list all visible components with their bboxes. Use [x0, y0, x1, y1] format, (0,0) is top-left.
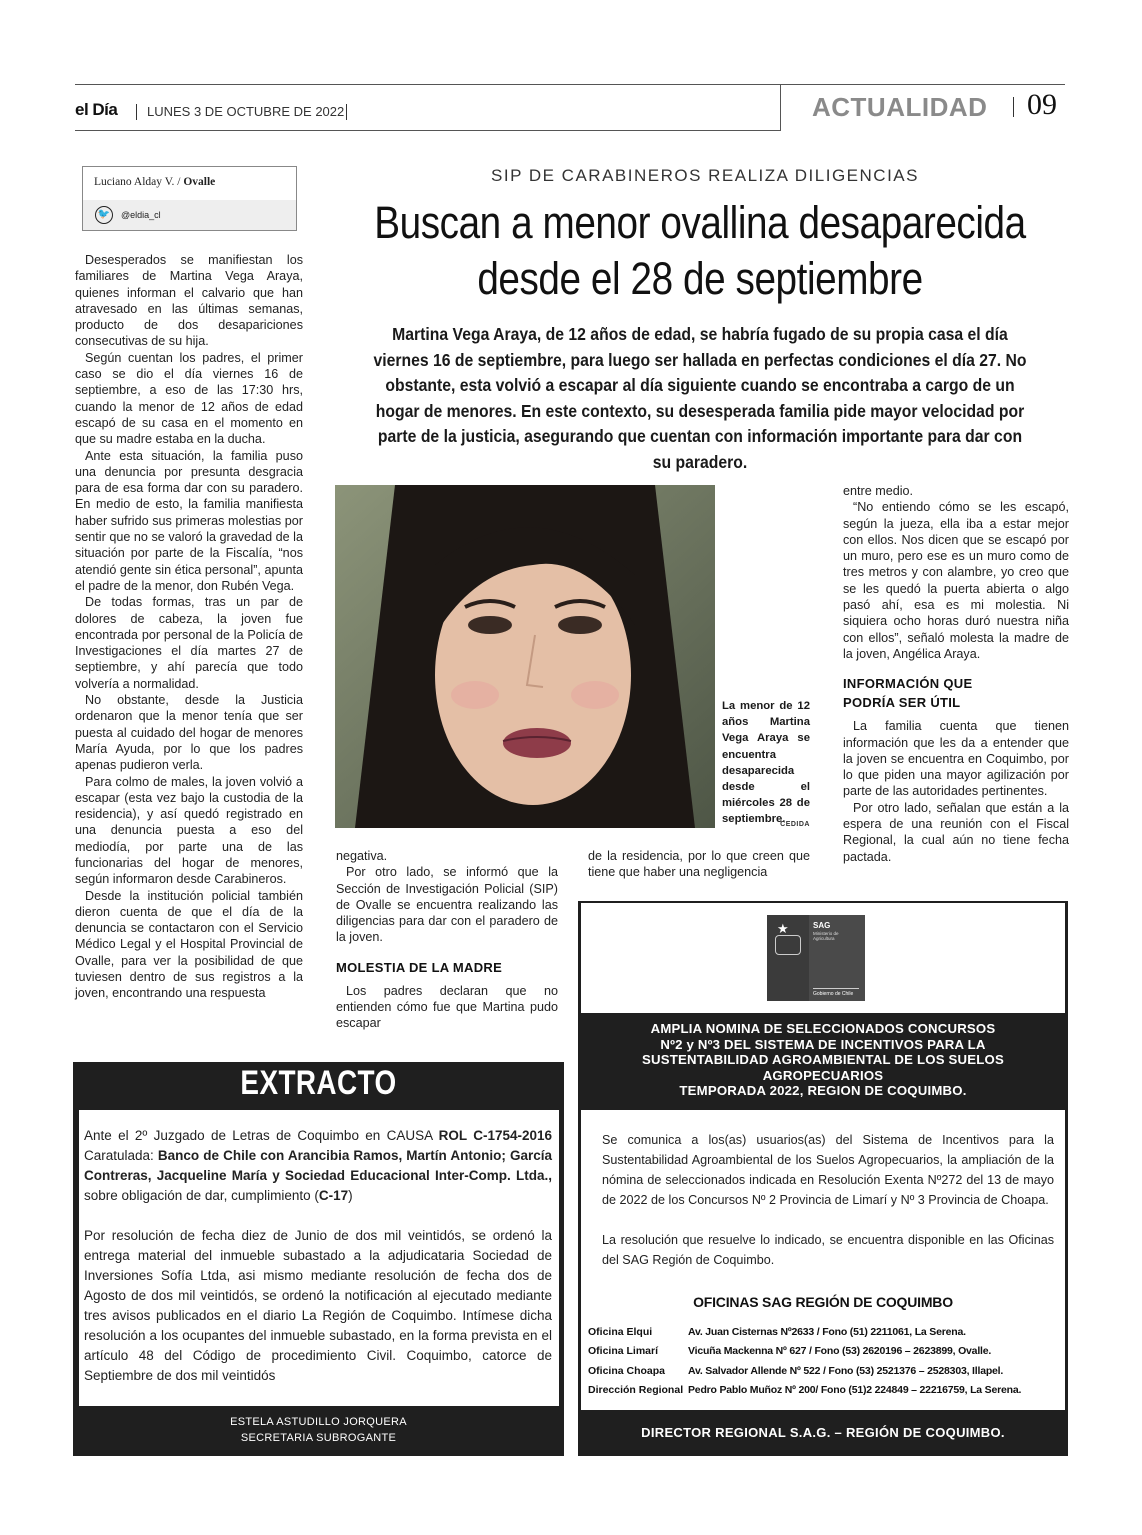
paragraph: Para colmo de males, la joven volvió a escapar (esta vez bajo la custodia de la residencia), y así quedó registrado en una denuncia puesta a eso del mediodía, por parte una de las funcionarias del hogar de menores, según informaron desde Carabineros. — [75, 774, 303, 887]
paragraph: Por otro lado, se informó que la Sección de Investigación Policial (SIP) de Ovalle se encuentra realizando las diligencias para dar con el paradero de la joven. — [336, 865, 558, 945]
header-divider — [780, 84, 781, 131]
section-name: ACTUALIDAD — [812, 92, 988, 122]
article-column-3 — [588, 848, 810, 881]
header-bottom-rule — [75, 130, 780, 131]
twitter-handle[interactable]: @eldia_cl — [121, 210, 161, 220]
photo-caption: La menor de 12 años Martina Vega Araya se encuentra desaparecida desde el miércoles 28 de septiembre. — [722, 700, 810, 826]
paragraph: “No entiendo cómo se les escapó, según la jueza, ella iba a estar mejor con ellos. Nos dicen que se escapó por un muro, pero ese es un muro como de tres metros y con alambre, yo creo que se les quedó la puerta abierta o algo pasó ahí, esa es mi molestia. Ni siquiera ocho horas duró nuestra niña con ellos”, señaló molesta la madre de la joven, Angélica Araya. — [843, 500, 1069, 661]
sag-heading: AMPLIA NOMINA DE SELECCIONADOS CONCURSOS Nº2 y Nº3 DEL SISTEMA DE INCENTIVOS PARA LA SUSTENTABILIDAD AGROAMBIENTAL DE LOS SUELOS AGROPECUARIOS TEMPORADA 2022, REGION DE COQUIMBO. — [642, 1021, 1004, 1098]
header-separator — [1013, 97, 1014, 117]
office-row: Oficina Elqui Av. Juan Cisternas Nº2633 / Fono (51) 2211061, La Serena. — [588, 1325, 966, 1338]
sag-logo: ★ SAG Ministerio de Agricultura Gobierno de Chile — [767, 915, 865, 1001]
header-separator — [346, 104, 347, 120]
subheading: MOLESTIA DE LA MADRE — [336, 959, 503, 975]
paragraph: Ante el 2º Juzgado de Letras de Coquimbo en CAUSA ROL C-1754-2016 Caratulada: Banco de Chile con Arancibia Ramos, Martín Antonio; García Contreras, Jacqueline María y Sociedad Educacional Inter-Comp. Ltda., sobre obligación de dar, cumplimiento (C-17) — [84, 1128, 552, 1203]
sag-footer: DIRECTOR REGIONAL S.A.G. – REGIÓN DE COQUIMBO. — [641, 1425, 1005, 1440]
newspaper-logo: el Día — [75, 100, 118, 119]
paragraph: No obstante, desde la Justicia ordenaron que la menor tenía que ser puesta al cuidado del hogar de menores María Ayuda, por lo que los padres apenas pudieron verla. — [75, 693, 303, 773]
sag-text — [602, 1130, 1054, 1270]
page-number: 09 — [1027, 88, 1057, 121]
paragraph: Por otro lado, señalan que están a la espera de una reunión con el Fiscal Regional, la cual aún no tiene fecha pactada. — [843, 800, 1069, 864]
header-top-rule — [75, 84, 1065, 85]
extracto-text — [84, 1126, 552, 1386]
paragraph: negativa. — [336, 849, 388, 863]
office-row: Dirección Regional Pedro Pablo Muñoz Nº 200/ Fono (51)2 224849 – 22216759, La Serena. — [588, 1384, 1022, 1397]
offices-title: OFICINAS SAG REGIÓN DE COQUIMBO — [693, 1294, 953, 1310]
header-separator — [136, 104, 137, 120]
paragraph: Los padres declaran que no entienden cómo fue que Martina pudo escapar — [336, 983, 558, 1031]
article-lead: Martina Vega Araya, de 12 años de edad, se habría fugado de su propia casa el día viernes 16 de septiembre, para luego ser hallada en perfectas condiciones el día 27. No obstante, esta volvió a escapar al día siguiente cuando se encontraba a cargo de un hogar de menores. En este contexto, su desesperada familia pide mayor velocidad por parte de la justicia, asegurando que cuentan con información importante para dar con su paradero. — [373, 324, 1027, 472]
offices-list — [588, 1322, 1062, 1400]
byline-box — [82, 166, 297, 231]
paragraph: De todas formas, tras un par de dolores de cabeza, la joven fue encontrada por personal de la Policía de Investigaciones el día martes 27 de septiembre, y ahí parecía que todo volvería a normalidad. — [75, 595, 303, 691]
coat-of-arms-icon — [775, 935, 801, 955]
paragraph: entre medio. — [843, 484, 914, 498]
issue-date: LUNES 3 DE OCTUBRE DE 2022 — [147, 104, 345, 119]
byline-author: Luciano Alday V. / Ovalle — [94, 176, 216, 188]
paragraph: Ante esta situación, la familia puso una denuncia por presunta desgracia para de esa forma dar con su paradero. En medio de esto, la familia manifiesta haber sufrido sus primeras molestias por sentir que no se valoró la gravedad de la situación por parte de la Fiscalía, “nos atendió gente sin ética personal”, apunta el padre de la menor, don Rubén Vega. — [75, 448, 303, 593]
article-photo — [335, 485, 715, 828]
paragraph: Según cuentan los padres, el primer caso se dio el día viernes 16 de septiembre, a eso de las 17:30 hrs, cuando la menor de 12 años de edad escapó de su casa en el momento en que su madre estaba en la ducha. — [75, 350, 303, 447]
article-column-1 — [75, 252, 303, 1002]
article-column-2 — [336, 848, 558, 1032]
article-kicker: SIP DE CARABINEROS REALIZA DILIGENCIAS — [491, 166, 919, 185]
office-row: Oficina Choapa Av. Salvador Allende Nº 522 / Fono (53) 2521376 – 2528303, Illapel. — [588, 1364, 1004, 1377]
twitter-bar — [83, 200, 296, 230]
article-column-4 — [843, 483, 1069, 865]
extracto-signature: ESTELA ASTUDILLO JORQUERA SECRETARIA SUBROGANTE — [230, 1416, 407, 1444]
paragraph: Por resolución de fecha diez de Junio de dos mil veintidós, se ordenó la entrega material del inmueble subastado a la adjudicataria Sociedad de Inversiones Sofía Ltda, asi mismo mediante resolución de fecha dos de Agosto de dos mil veintidós, se ordenó la notificación al ejecutado mediante tres avisos publicados en el diario La Región de Coquimbo. Intímese dicha resolución a los ocupantes del inmueble subastado, en la forma prevista en el artículo 48 del Código de procedimiento Civil. Coquimbo, catorce de Septiembre de dos mil veintidós — [84, 1228, 552, 1383]
paragraph: Se comunica a los(as) usuarios(as) del Sistema de Incentivos para la Sustentabilidad Agroambiental de los Suelos Agropecuarios, la ampliación de la nómina de seleccionados indicada en Resolución Exenta Nº272 del 13 de mayo de 2022 de los Concursos Nº 2 Provincia de Limarí y Nº 3 Provincia de Choapa. — [602, 1133, 1054, 1207]
extracto-title: EXTRACTO — [240, 1064, 397, 1102]
article-title: Buscan a menor ovallina desaparecida desde el 28 de septiembre — [374, 197, 1026, 304]
paragraph: La resolución que resuelve lo indicado, se encuentra disponible en las Oficinas del SAG Región de Coquimbo. — [602, 1233, 1054, 1267]
paragraph: Desesperados se manifiestan los familiares de Martina Vega Araya, quienes informan el calvario que han atravesado en las últimas semanas, producto de dos desapariciones consecutivas de su hija. — [75, 253, 303, 349]
paragraph: de la residencia, por lo que creen que tiene que haber una negligencia — [588, 849, 810, 880]
photo-credit: CEDIDA — [780, 821, 810, 828]
office-row: Oficina Limarí Vicuña Mackenna Nº 627 / Fono (53) 2620196 – 2623899, Ovalle. — [588, 1345, 992, 1358]
subheading: INFORMACIÓN QUE PODRÍA SER ÚTIL — [843, 676, 973, 711]
paragraph: La familia cuenta que tienen información que les da a entender que la joven se encuentra en Coquimbo, por lo que piden una mayor agilización por parte de las autoridades pertinentes. — [843, 719, 1069, 799]
twitter-icon: 🐦 — [95, 206, 113, 224]
paragraph: Desde la institución policial también dieron cuenta de que el día de la denuncia se contactaron con el Servicio Médico Legal y el Hospital Provincial de Ovalle, para ver la posibilidad de que tuviesen dentro de sus registros a la joven, encontrando una respuesta — [75, 888, 303, 1001]
star-icon: ★ — [777, 921, 789, 936]
